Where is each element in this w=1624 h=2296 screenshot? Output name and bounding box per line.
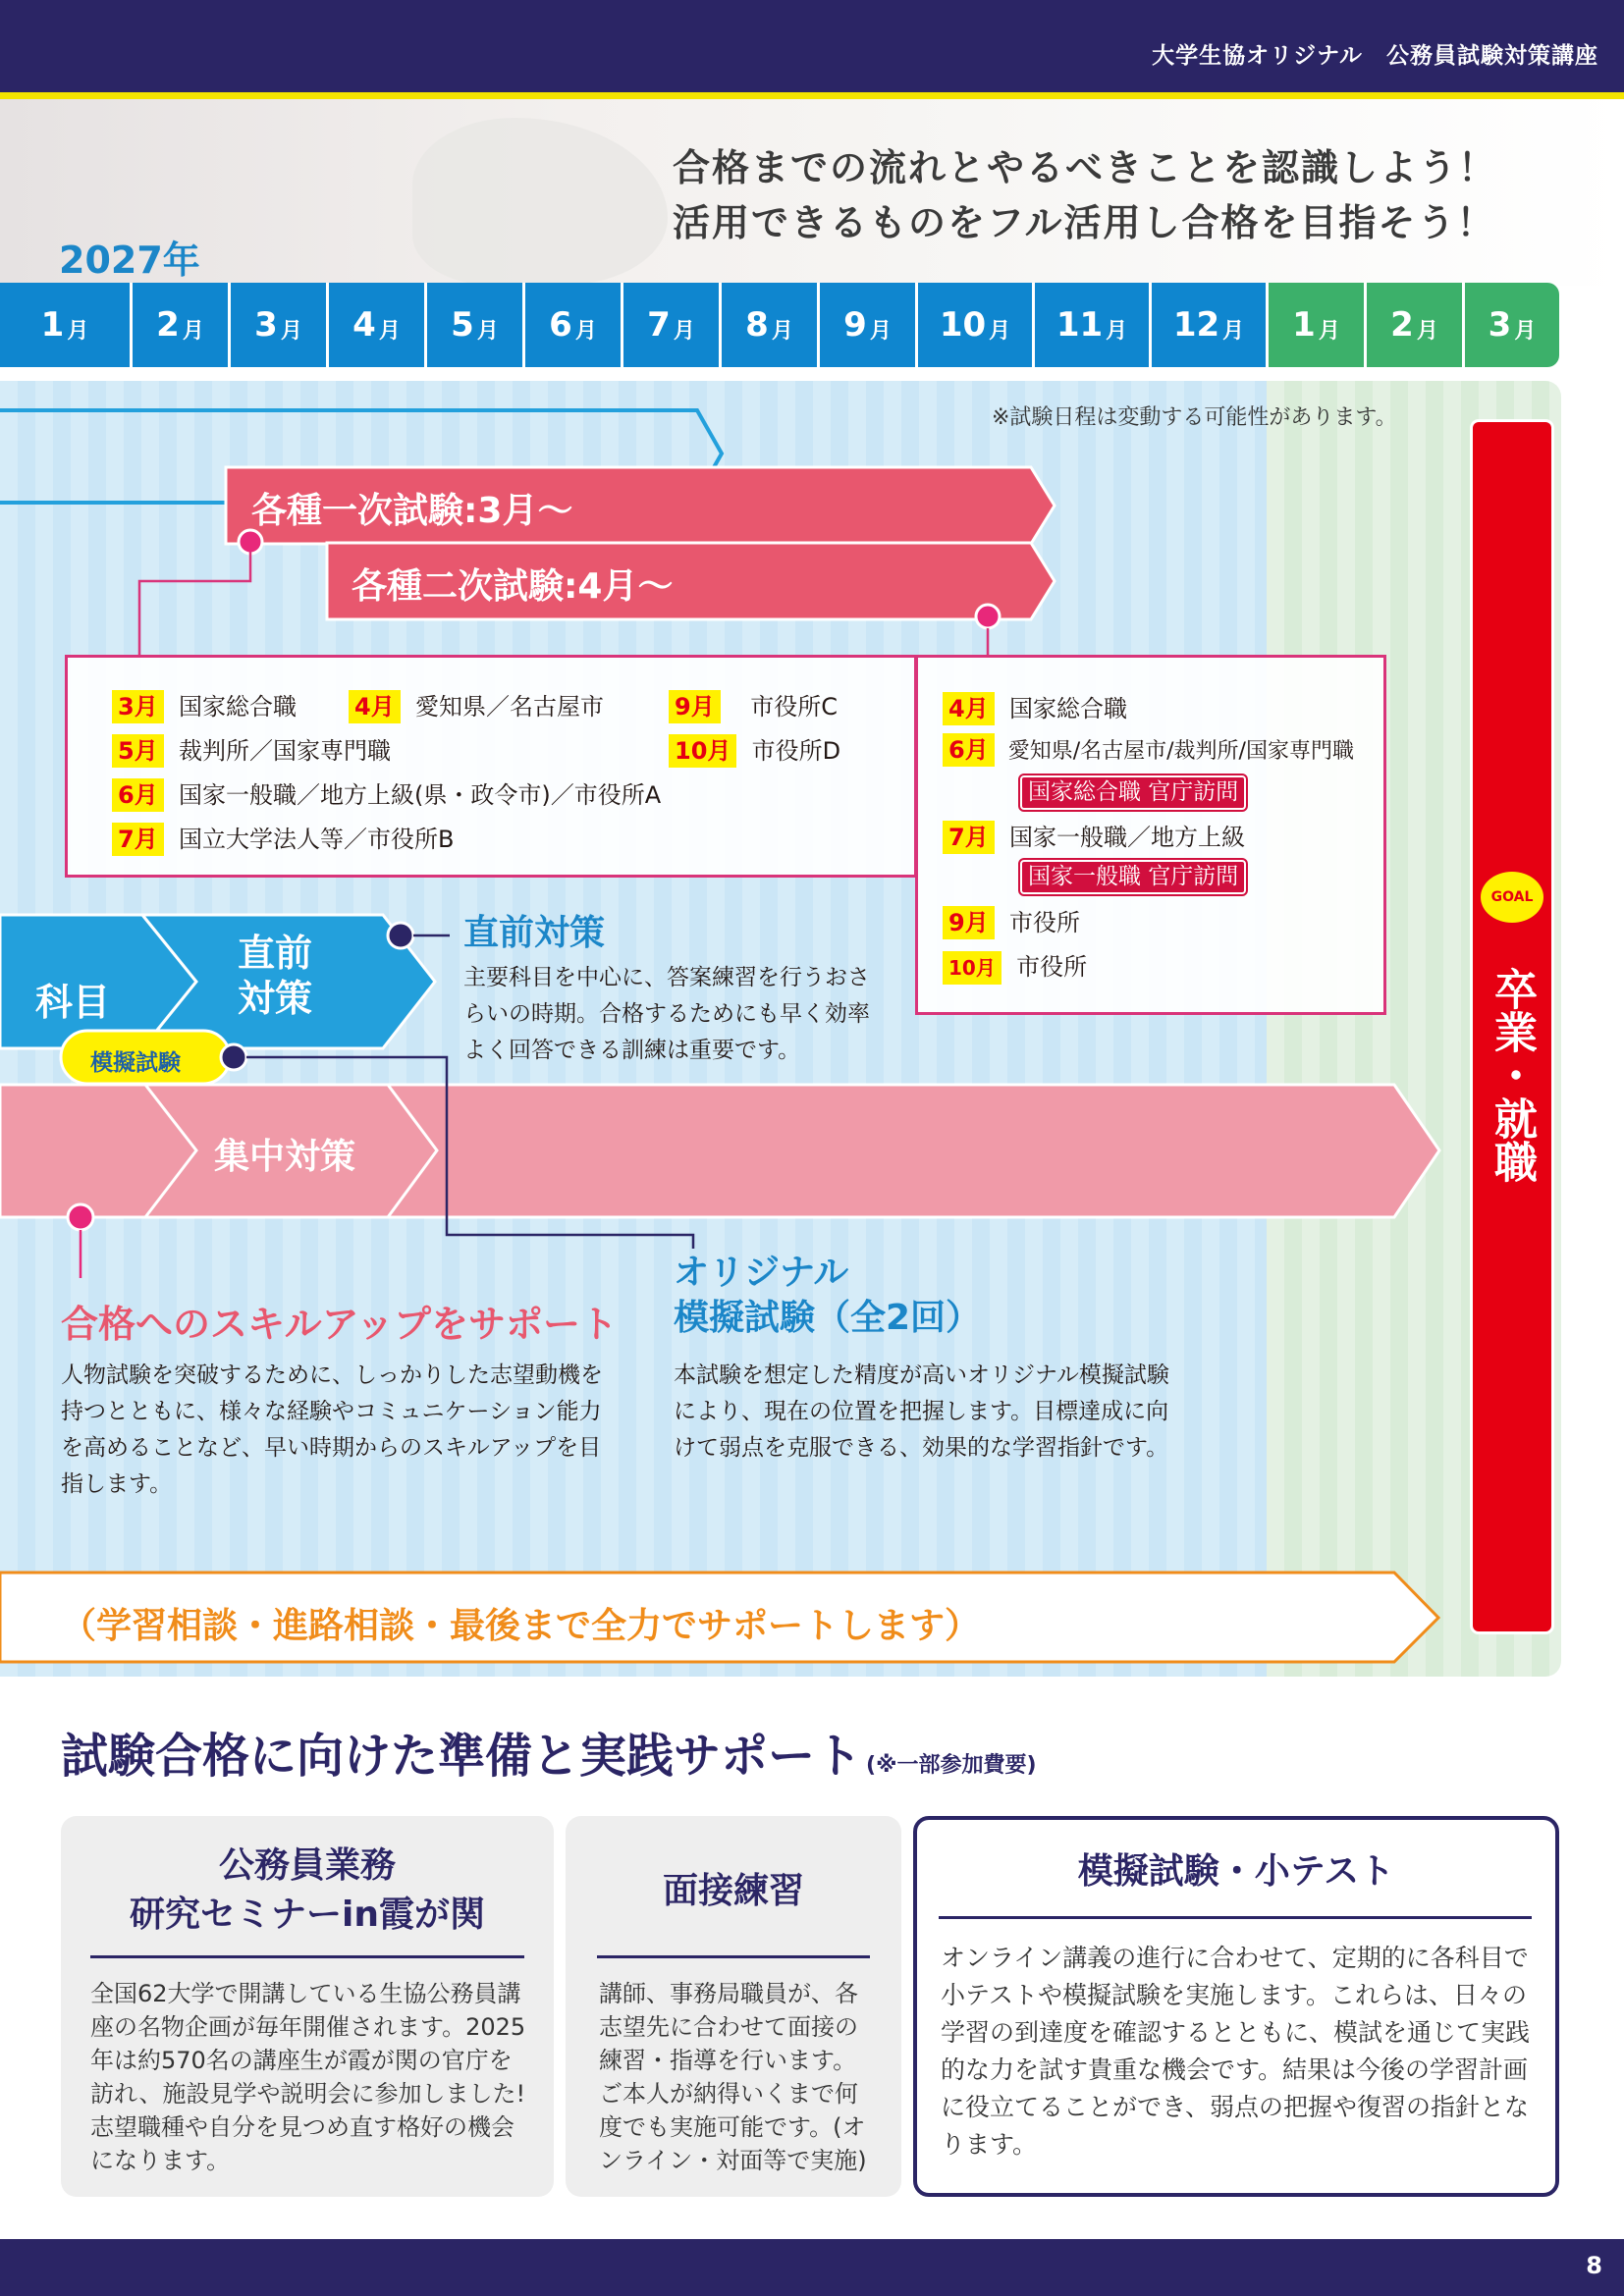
support-section-title: 試験合格に向けた準備と実践サポート (※一部参加費要) xyxy=(61,1729,1037,1784)
skill-up-body: 人物試験を突破するために、しっかりした志望動機を持つとともに、様々な経験やコミュニケーション能力を高めることなど、早い時期からのスキルアップを目指します。 xyxy=(61,1362,603,1497)
subjects-label: 科目 xyxy=(35,981,111,1024)
card-seminar xyxy=(61,1816,554,2197)
headline-2: 活用できるものをフル活用し合格を目指そう！ xyxy=(673,201,1496,244)
ministry-visit-tag: 国家一般職 官庁訪問 xyxy=(1020,860,1246,894)
schedule-item: 6月 愛知県/名古屋市/裁判所/国家専門職 xyxy=(943,733,1354,767)
card-seminar-body: 全国62大学で開講している生協公務員講座の名物企画が毎年開催されます。2025年は約570名の講座生が霞が関の官庁を訪れ、施設見学や説明会に参加しました!志望職種や自分を見つめ直す格好の機会になります。 xyxy=(90,1980,526,2174)
final-prep-title: 直前対策 xyxy=(463,913,606,953)
schedule-item: 9月 市役所C xyxy=(669,687,838,723)
ministry-visit-tag: 国家総合職 官庁訪問 xyxy=(1020,775,1246,810)
month-cell: 4 月 xyxy=(329,283,427,367)
card-interview xyxy=(566,1816,901,2197)
series-title: 大学生協オリジナル 公務員試験対策講座 xyxy=(1152,43,1598,69)
mock-exam-label: 模擬試験 xyxy=(90,1050,181,1076)
schedule-note: ※試験日程は変動する可能性があります。 xyxy=(992,405,1397,430)
original-mock-body: 本試験を想定した精度が高いオリジナル模擬試験により、現在の位置を把握します。目標達成に向けて弱点を克服できる、効果的な学習指針です。 xyxy=(674,1362,1169,1461)
card-mock-title: 模擬試験・小テスト xyxy=(1077,1851,1395,1892)
schedule-item: 3月 国家総合職 xyxy=(112,687,297,723)
month-cell: 7 月 xyxy=(623,283,722,367)
primary-schedule-box xyxy=(65,655,917,878)
schedule-item: 4月 国家総合職 xyxy=(943,689,1127,725)
month-cell: 12 月 xyxy=(1152,283,1269,367)
month-cell: 5 月 xyxy=(427,283,525,367)
month-cell: 10 月 xyxy=(918,283,1035,367)
card-divider xyxy=(597,1955,870,1958)
page-number: 8 xyxy=(1586,2252,1602,2279)
card-mock xyxy=(915,1818,1557,2195)
schedule-item: 9月 市役所 xyxy=(943,903,1080,939)
original-mock-title: オリジナル 模擬試験（全2回） xyxy=(674,1253,982,1338)
card-divider xyxy=(939,1916,1532,1919)
secondary-exam-label: 各種二次試験:4月〜 xyxy=(352,566,674,607)
month-cell: 8 月 xyxy=(722,283,820,367)
schedule-item: 4月 愛知県／名古屋市 xyxy=(349,687,604,723)
final-prep-label: 直前 対策 xyxy=(238,932,313,1020)
card-interview-title: 面接練習 xyxy=(662,1871,804,1911)
final-prep-dot xyxy=(388,923,413,948)
year-label: 2027年 xyxy=(59,239,200,282)
primary-connector-dot xyxy=(239,530,262,554)
month-cell: 1 月 xyxy=(0,283,133,367)
secondary-schedule-box xyxy=(915,655,1386,1015)
card-divider xyxy=(90,1955,524,1958)
month-cell: 3 月 xyxy=(231,283,329,367)
headline-1: 合格までの流れとやるべきことを認識しよう！ xyxy=(673,146,1498,189)
month-cell: 9 月 xyxy=(820,283,918,367)
skill-up-dot xyxy=(68,1204,93,1230)
intensive-label: 集中対策 xyxy=(214,1137,356,1177)
month-cell: 11 月 xyxy=(1035,283,1152,367)
schedule-item: 5月 裁判所／国家専門職 xyxy=(112,731,391,768)
month-cell: 2 月 xyxy=(1367,283,1465,367)
month-cell: 1 月 xyxy=(1269,283,1367,367)
schedule-item: 10月 市役所 xyxy=(943,947,1087,985)
primary-exam-label: 各種一次試験:3月〜 xyxy=(251,491,573,531)
card-mock-body: オンライン講義の進行に合わせて、定期的に各科目で小テストや模擬試験を実施します。これらは、日々の学習の到達度を確認するとともに、模試を通じて実践的な力を試す貴重な機会です。結果は今後の学習計画に役立てることができ、弱点の把握や復習の指針となります。 xyxy=(941,1944,1531,2159)
card-seminar-title: 公務員業務 研究セミナーin霞が関 xyxy=(130,1845,485,1935)
secondary-connector-dot xyxy=(976,605,1000,628)
goal-badge: GOAL xyxy=(1481,872,1543,923)
card-interview-body: 講師、事務局職員が、各志望先に合わせて面接の練習・指導を行います。ご本人が納得いくまで何度でも実施可能です。(オンライン・対面等で実施) xyxy=(599,1980,867,2174)
schedule-item: 10月 市役所D xyxy=(669,731,840,768)
schedule-item: 6月 国家一般職／地方上級(県・政令市)／市役所A xyxy=(112,775,661,812)
goal-text: 卒業・就職 xyxy=(1487,967,1537,1183)
mock-exam-dot xyxy=(221,1044,246,1070)
schedule-item: 7月 国家一般職／地方上級 xyxy=(943,818,1245,854)
support-banner-text: （学習相談・進路相談・最後まで全力でサポートします） xyxy=(61,1606,981,1646)
primary-connector-line xyxy=(139,552,250,655)
month-cell: 3 月 xyxy=(1465,283,1559,367)
schedule-item: 7月 国立大学法人等／市役所B xyxy=(112,820,454,856)
month-cell: 6 月 xyxy=(525,283,623,367)
skill-up-title: 合格へのスキルアップをサポート xyxy=(61,1303,618,1346)
month-cell: 2 月 xyxy=(133,283,231,367)
final-prep-body: 主要科目を中心に、答案練習を行うおさらいの時期。合格するためにも早く効率よく回答できる訓練は重要です。 xyxy=(463,965,870,1063)
footer-bar xyxy=(0,2239,1624,2296)
